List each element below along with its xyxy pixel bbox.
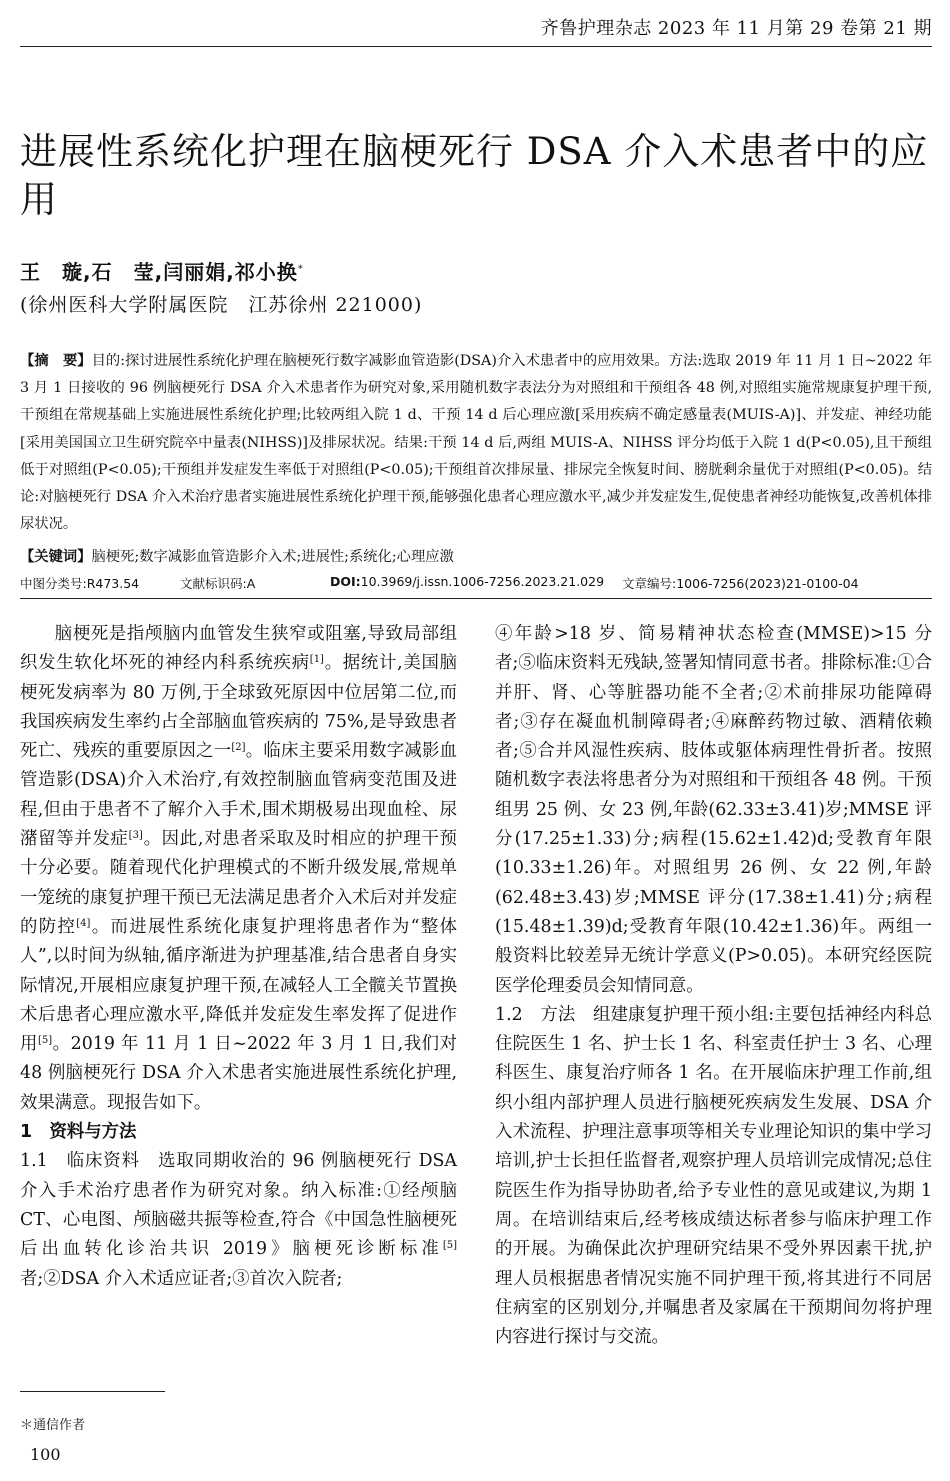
article-title: 进展性系统化护理在脑梗死行 DSA 介入术患者中的应用 [20,130,929,221]
doi [330,574,604,589]
subsection-1-1-text: 选取同期收治的 96 例脑梗死行 DSA 介入手术治疗患者作为研究对象。纳入标准:①经颅脑 CT、心电图、颅脑磁共振等检查,符合《中国急性脑梗死后出血转化诊治共识 2019》脑梗死诊断标准 [20,1151,457,1260]
subsection-1-1 [20,1147,457,1293]
body-column-right [495,620,932,1352]
footnote-rule [20,1391,165,1392]
keywords-label: 【关键词】 [20,549,92,565]
citation-5b[interactable]: [5] [442,1240,457,1252]
document-code: 文献标识码:A [180,576,256,591]
body-column-left [20,620,457,1294]
citation-3[interactable]: [3] [128,830,143,842]
intro-text-6: 。2019 年 11 月 1 日~2022 年 3 月 1 日,我们对 48 例脑梗死行 DSA 介入术患者实施进展性系统化护理,效果满意。现报告如下。 [20,1034,457,1113]
subsection-1-1-text-2: 者;②DSA 介入术适应证者;③首次入院者; [20,1268,343,1289]
intro-text-5: 。而进展性系统化康复护理将患者作为“整体人”,以时间为纵轴,循序渐进为护理基准,结合患者自身实际情况,开展相应康复护理干预,在减轻人工全髋关节置换术后患者心理应激水平,降低并发症发生率发挥了促进作用 [20,916,457,1055]
citation-2[interactable]: [2] [231,742,246,754]
abstract [20,348,932,538]
subsection-1-2-text: 组建康复护理干预小组:主要包括神经内科总住院医生 1 名、护士长 1 名、科室责任护士 3 名、心理科医生、康复治疗师各 1 名。在开展临床护理工作前,组织小组内部护理人员进行脑梗死疾病发生发展、DSA 介入术流程、护理注意事项等相关专业理论知识的集中学习培训,护士长担任监督者,观察护理人员培训完成情况;总住院医生作为指导协助者,给予专业性的意见或建议,为期 1 周。在培训结束后,经考核成绩达标者参与临床护理工作的开展。为确保此次护理研究结果不受外界因素干扰,护理人员根据患者情况实施不同护理干预,将其进行不同居住病室的区别划分,并嘱患者及家属在干预期间勿将护理内容进行探讨与交流。 [495,1004,932,1348]
subsection-1-2-label: 1.2 方法 [495,1004,593,1025]
intro-text-4: 。因此,对患者采取及时相应的护理干预十分必要。随着现代化护理模式的不断升级发展,常规单一笼统的康复护理干预已无法满足患者介入术后对并发症的防控 [20,829,457,937]
citation-1[interactable]: [1] [309,654,324,666]
article-number: 文章编号:1006-7256(2023)21-0100-04 [622,576,859,591]
section-heading-1: 1 资料与方法 [20,1122,137,1143]
header-rule [20,46,932,47]
keywords [20,545,932,569]
criteria-paragraph: ④年龄>18 岁、简易精神状态检查(MMSE)>15 分者;⑤临床资料无残缺,签署知情同意书者。排除标准:①合并肝、肾、心等脏器功能不全者;②术前排尿功能障碍者;③存在凝血机制障碍者;④麻醉药物过敏、酒精依赖者;⑤合并风湿性疾病、肢体或躯体病理性骨折者。按照随机数字表法将患者分为对照组和干预组各 48 例。干预组男 25 例、女 23 例,年龄(62.33±3.41)岁;MMSE 评分(17.25±1.33)分;病程(15.62±1.42)d;受教育年限(10.33±1.26)年。对照组男 26 例、女 22 例,年龄(62.48±3.43)岁;MMSE 评分(17.38±1.41)分;病程(15.48±1.39)d;受教育年限(10.42±1.36)年。两组一般资料比较差异无统计学意义(P>0.05)。本研究经医院医学伦理委员会知情同意。 [495,624,932,996]
author-names: 王 璇,石 莹,闫丽娟,祁小换 [20,260,298,284]
corresponding-mark: * [297,263,304,275]
subsection-1-2 [495,1001,932,1353]
abstract-label: 【摘 要】 [20,353,92,369]
citation-5[interactable]: [5] [37,1035,53,1047]
intro-paragraph [20,620,457,1118]
meta-rule [20,598,932,599]
intro-text-3: 。临床主要采用数字减影血管造影(DSA)介入术治疗,有效控制脑血管病变范围及进程,但由于患者不了解介入手术,围术期极易出现血栓、尿潴留等并发症 [20,741,457,850]
intro-text-2: 。据统计,美国脑梗死发病率为 80 万例,于全球致死原因中位居第二位,而我国疾病发生率约占全部脑血管疾病的 75%,是导致患者死亡、残疾的重要原因之一 [20,653,457,762]
page-number: 100 [30,1445,61,1464]
clc-number: 中图分类号:R473.54 [20,576,140,591]
affiliation: (徐州医科大学附属医院 江苏徐州 221000) [20,294,423,316]
doi-value[interactable]: 10.3969/j.issn.1006-7256.2023.21.029 [360,574,605,589]
abstract-text: 目的:探讨进展性系统化护理在脑梗死行数字减影血管造影(DSA)介入术患者中的应用效果。方法:选取 2019 年 11 月 1 日~2022 年 3 月 1 日接收的 96 例脑梗死行 DSA 介入术患者作为研究对象,采用随机数字表法分为对照组和干预组各 48 例,对照组实施常规康复护理干预,干预组在常规基础上实施进展性系统化护理;比较两组入院 1 d、干预 14 d 后心理应激[采用疾病不确定感量表(MUIS-A)]、并发症、神经功能[采用美国国立卫生研究院卒中量表(NIHSS)]及排尿状况。结果:干预 14 d 后,两组 MUIS-A、NIHSS 评分均低于入院 1 d(P<0.05),且干预组低于对照组(P<0.05);干预组并发症发生率低于对照组(P<0.05);干预组首次排尿量、排尿完全恢复时间、膀胱剩余量优于对照组(P<0.05)。结论:对脑梗死行 DSA 介入术治疗患者实施进展性系统化护理干预,能够强化患者心理应激水平,减少并发症发生,促使患者神经功能恢复,改善机体排尿状况。 [20,353,933,533]
author-list [20,256,304,285]
intro-text-1: 脑梗死是指颅脑内血管发生狭窄或阻塞,导致局部组织发生软化坏死的神经内科系统疾病 [20,624,457,674]
footnote: ＊通信作者 [20,1418,86,1433]
subsection-1-1-label: 1.1 临床资料 [20,1151,159,1172]
keywords-text: 脑梗死;数字减影血管造影介入术;进展性;系统化;心理应激 [91,549,454,565]
running-head: 齐鲁护理杂志 2023 年 11 月第 29 卷第 21 期 [540,18,932,39]
doi-label: DOI: [330,574,361,589]
citation-4[interactable]: [4] [76,917,91,929]
